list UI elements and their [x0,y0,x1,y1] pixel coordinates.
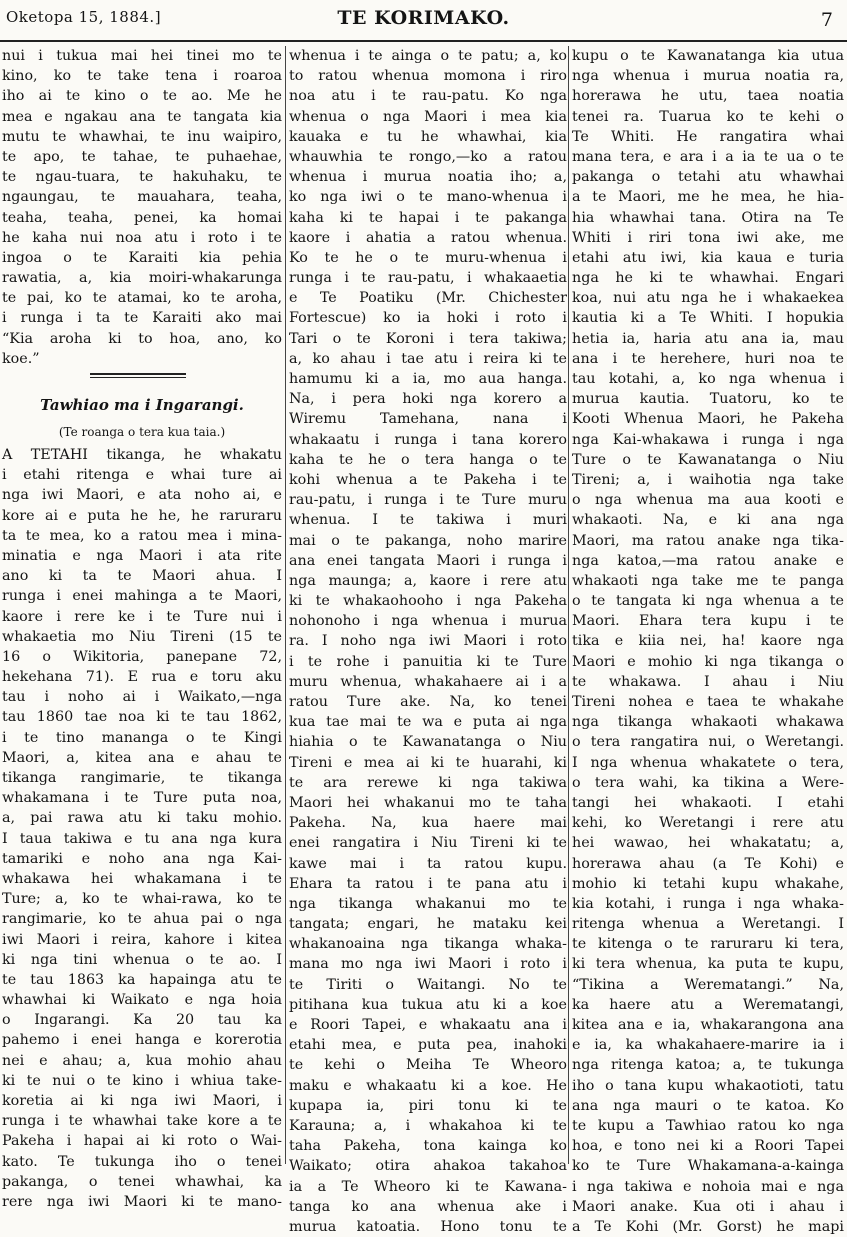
text-line: hekehana 71). E rua e toru aku [2,669,282,686]
header-rule [0,40,847,42]
text-line: whakaoti nga take me te panga [572,572,844,589]
text-line: tangata; engari, he mataku kei [289,916,567,933]
text-line: kautia ki a Te Whiti. I hopukia [572,310,844,327]
article-continuation [2,46,282,369]
text-line: nga whenua i murua noatia ra, [572,68,844,85]
text-line: noa atu i te rau-patu. Ko nga [289,88,567,105]
text-line: “Kia aroha ki to hoa, ano, ko [2,330,282,347]
text-line: te ngau-tuara, te hakuhaku, te [2,169,282,186]
text-line: whauwhia te rongo,—ko a ratou [289,148,567,165]
text-line: Pakeha. Na, kua haere mai [289,815,567,832]
text-line: te kitenga o te raruraru ki tera, [572,936,844,953]
text-line: etahi mea, e puta pea, inahoki [289,1037,567,1054]
text-line: ana enei tangata Maori i runga i [289,552,567,569]
text-line: whakaatu i runga i tana korero [289,431,567,448]
column-divider [285,46,286,1164]
text-line: hoa, e tono nei ki a Roori Tapei [572,1138,844,1155]
text-line: whakawa hei whakamana i te [2,870,282,887]
text-line: kupu o te Kawanatanga kia utua [572,48,844,64]
text-line: i te rohe i panuitia ki te Ture [289,653,567,670]
text-line: Maori hei whakanui mo te taha [289,794,567,811]
text-line: rau-patu, i runga i te Ture muru [289,492,567,509]
text-line: pahemo i enei hanga e korerotia [2,1032,282,1049]
text-line: murua kautia. Tuatoru, ko te [572,391,844,408]
text-line: ki te nui o te kino i whiua take- [2,1072,282,1089]
text-line: te kupu a Tawhiao ratou ko nga [572,1117,844,1134]
text-line: kawe mai i ta ratou kupu. [289,855,567,872]
text-line: Maori. Ehara tera kupu i te [572,613,844,630]
text-line: mea e ngakau ana te tangata kia [2,108,282,125]
text-line: a, pai rawa atu ki taku mohio. [2,810,282,827]
text-line: whenua i te ainga o te patu; a, ko [289,48,567,64]
text-line: ana nga mauri o te katoa. Ko [572,1097,844,1114]
text-line: runga i enei mahinga a te Maori, [2,588,282,605]
text-line: ingoa o te Karaiti kia pehia [2,249,282,266]
text-line: koa, nui atu nga he i whakaekea [572,290,844,307]
text-line: iho ai te kino o te ao. Me he [2,88,282,105]
text-line: Maori e mohio ki nga tikanga o [572,653,844,670]
text-line: whakaetia mo Niu Tireni (15 te [2,628,282,645]
text-line: i te tino mananga o te Kingi [2,729,282,746]
text-line: rawatia, a, kia moiri-whakarunga [2,270,282,287]
text-line: whakamana i te Ture puta noa, [2,790,282,807]
text-line: Wiremu Tamehana, nana i [289,411,567,428]
text-line: A TETAHI tikanga, he whakatu [2,447,282,463]
text-line: Maori, a, kitea ana e ahau te [2,749,282,766]
text-line: Karauna; a, i whakahoa ki te [289,1117,567,1134]
text-line: ki te whakaohooho i nga Pakeha [289,593,567,610]
text-line: mana tera, e ara i a ia te ua o te [572,148,844,165]
text-line: teaha, teaha, penei, ka homai [2,209,282,226]
text-line: tikanga rangimarie, te tikanga [2,770,282,786]
text-line: kia kotahi, i runga i nga whaka- [572,895,844,912]
text-line: te kehi o Meiha Te Wheoro [289,1057,567,1074]
section-subtitle: (Te roanga o tera kua taia.) [58,425,226,439]
text-line: kaha te he o tera hanga o te [289,451,567,468]
text-line: Pakeha i hapai ai ki roto o Wai- [2,1133,282,1150]
text-line: whakanoaina nga tikanga whaka- [289,936,567,953]
text-line: tau i noho ai i Waikato,—nga [2,689,282,706]
text-line: kaha ki te hapai i te pakanga [289,209,567,226]
text-line: ko te Ture Whakamana-a-kainga [572,1158,844,1175]
text-line: kaore i ahatia a ratou whenua. [289,229,567,246]
text-line: e ia, ka whakahaere-marire ia i [572,1037,844,1054]
text-line: ka haere atu a Werematangi, [572,996,844,1013]
text-line: minatia e nga Maori i ata rite [2,547,282,564]
text-line: I taua takiwa e tu ana nga kura [2,830,282,847]
text-line: ki nga tini whenua o te ao. I [2,951,282,968]
text-line: mutu te whawhai, te inu waipiro, [2,128,282,145]
text-line: nei e ahau; a, kua mohio ahau [2,1052,282,1069]
text-line: o tera wahi, ka tikina a Were- [572,774,844,791]
text-line: kino, ko te take tena i roaroa [2,68,282,85]
text-line: kato. Te tukunga iho o tenei [2,1153,282,1170]
text-line: nga maunga; a, kaore i rere atu [289,572,567,589]
text-line: nga katoa,—ma ratou anake e [572,552,844,569]
text-line: pakanga, o tenei whawhai, ka [2,1173,282,1190]
column-2 [289,46,567,1235]
text-line: a te Maori, me he mea, he hia- [572,189,844,206]
text-line: te tau 1863 ka hapainga atu te [2,971,282,988]
text-line: kohi whenua a te Pakeha i te [289,471,567,488]
text-line: Te Whiti. He rangatira whai [572,128,844,145]
text-line: ano ki ta te Maori ahua. I [2,568,282,585]
text-line: Ture; a, ko te whai-rawa, ko te [2,891,282,908]
text-line: tau kotahi, a, ko nga whenua i [572,371,844,387]
article-body [289,46,567,1237]
text-line: etahi atu iwi, kia kaua e turia [572,249,844,266]
article-body [572,46,844,1237]
text-line: muru whenua, whakahaere ai i a [289,673,567,690]
text-line: rangimarie, ko te ahua pai o nga [2,911,282,928]
text-line: ratou Ture ake. Na, ko tenei [289,694,567,710]
text-line: maku e whakaatu ki a koe. He [289,1077,567,1094]
section-divider [2,369,282,391]
text-line: Maori anake. Kua oti i ahau i [572,1198,844,1215]
text-line: hei wawao, hei whakatatu; a, [572,835,844,852]
text-line: pitihana kua tukua atu ki a koe [289,996,567,1013]
text-line: o Ingarangi. Ka 20 tau ka [2,1012,282,1029]
text-line: kitea ana e ia, whakarangona ana [572,1017,844,1033]
text-line: hia whawhai tana. Otira na Te [572,209,844,226]
text-line: i nga takiwa e nohoia mai e nga [572,1178,844,1195]
text-line: ngaungau, te mauahara, teaha, [2,189,282,206]
text-line: ta te mea, ko a ratou mea i mina- [2,527,282,544]
text-line: i runga i ta te Karaiti ako mai [2,310,282,327]
text-line: I nga whenua whakatete o tera, [572,754,844,771]
text-line: to ratou whenua momona i riro [289,68,567,85]
text-line: nui i tukua mai hei tinei mo te [2,48,282,64]
text-line: tamariki e noho ana nga Kai- [2,850,282,867]
text-line: te whakawa. I ahau i Niu [572,673,844,690]
text-line: enei rangatira i Niu Tireni ki te [289,835,567,852]
text-line: mai o te pakanga, noho marire [289,532,567,549]
text-line: whenua. I te takiwa i muri [289,512,567,529]
text-line: Tari o te Koroni i tera takiwa; [289,330,567,347]
text-line: o nga whenua ma aua kooti e [572,492,844,509]
text-line: mana mo nga iwi Maori i roto i [289,956,567,973]
text-line: o te tangata ki nga whenua a te [572,593,844,610]
text-line: ki tera whenua, ka puta te kupu, [572,956,844,973]
text-line: te apo, te tahae, te puhaehae, [2,148,282,165]
text-line: whenua i murua noatia iho; a, [289,169,567,186]
text-line: whakaoti. Na, e ki ana nga [572,512,844,529]
text-line: kaore i rere ke i te Ture nui i [2,608,282,625]
text-line: Fortescue) ko ia hoki i roto i [289,310,567,327]
text-line: tanga ko ana whenua ake i [289,1198,567,1215]
text-line: kore ai e puta he he, he raruraru [2,507,282,524]
article-body [2,445,282,1212]
text-line: ia a Te Wheoro ki te Kawana- [289,1178,567,1195]
column-1 [2,46,282,1210]
text-line: iho o tana kupu whakaotioti, tatu [572,1077,844,1094]
column-3 [572,46,844,1235]
text-line: he kaha nui noa atu i roto i te [2,229,282,246]
text-line: horerawa he utu, taea noatia [572,88,844,105]
text-line: horerawa ahau (a Te Kohi) e [572,855,844,872]
column-divider [568,46,569,1164]
newspaper-title: TE KORIMAKO. [337,7,510,29]
text-line: hamumu ki a ia, mo aua hanga. [289,371,567,387]
text-line: te Tiriti o Waitangi. No te [289,976,567,993]
text-line: 16 o Wikitoria, panepane 72, [2,648,282,665]
text-line: pakanga o tetahi atu whawhai [572,169,844,186]
text-line: Waikato; otira ahakoa takahoa [289,1158,567,1175]
text-line: Tireni e mea ai ki te huarahi, ki [289,754,567,771]
text-line: Ture o te Kawanatanga o Niu [572,451,844,468]
text-line: Tireni nohea e taea te whakahe [572,694,844,710]
text-line: ko nga iwi o te mano-whenua i [289,189,567,206]
issue-date: Oketopa 15, 1884.] [6,8,162,26]
text-line: murua katoatia. Hono tonu te [289,1218,567,1235]
text-line: tika e kiia nei, ha! kaore nga [572,633,844,650]
text-line: iwi Maori i reira, kahore i kitea [2,931,282,948]
text-line: nga iwi Maori, e ata noho ai, e [2,487,282,504]
page-header [0,0,847,44]
text-line: hetia ia, haria atu ana ia, mau [572,330,844,347]
text-line: nga Kai-whakawa i runga i nga [572,431,844,448]
text-line: taha Pakeha, tona kainga ko [289,1138,567,1155]
text-line: o tera rangatira nui, o Weretangi. [572,734,844,751]
text-line: kupapa ia, piri tonu ki te [289,1097,567,1114]
text-line: whawhai ki Waikato e nga hoia [2,992,282,1009]
text-line: “Tikina a Werematangi.” Na, [572,976,844,993]
text-line: Ko te he o te muru-whenua i [289,249,567,266]
text-line: Whiti i riri tona iwi ake, me [572,229,844,246]
text-line: i etahi ritenga e whai ture ai [2,467,282,484]
text-line: nga ritenga katoa; a, te tukunga [572,1057,844,1074]
section-title: Tawhiao ma i Ingarangi. [40,396,244,414]
text-line: ana i te herehere, huri noa te [572,350,844,367]
text-line: a Te Kohi (Mr. Gorst) he mapi [572,1218,844,1235]
text-line: Ehara ta ratou i te pana atu i [289,875,567,892]
text-line: te pai, ko te atamai, ko te aroha, [2,290,282,307]
text-line: koretia ai ki nga iwi Maori, i [2,1093,282,1109]
text-line: e Te Poatiku (Mr. Chichester [289,290,567,307]
text-line: tenei ra. Tuarua ko te kehi o [572,108,844,125]
text-line: te ara rerewe ki nga takiwa [289,774,567,791]
text-line: koe.” [2,350,40,367]
text-line: e Roori Tapei, e whakaatu ana i [289,1017,567,1033]
text-line: runga i te rau-patu, i whakaaetia [289,270,567,287]
text-line: runga i te whawhai take kore a te [2,1113,282,1130]
text-line: nga he ki te whawhai. Engari [572,270,844,287]
text-line: nohonoho i nga whenua i murua [289,613,567,630]
text-line: Na, i pera hoki nga korero a [289,391,567,408]
text-line: Maori, ma ratou anake nga tika- [572,532,844,549]
text-line: whenua o nga Maori i mea kia [289,108,567,125]
page-number: 7 [820,9,833,31]
text-line: ra. I noho nga iwi Maori i roto [289,633,567,650]
text-line: tau 1860 tae noa ki te tau 1862, [2,709,282,726]
text-line: kauaka e tu he whawhai, kia [289,128,567,145]
text-line: rere nga iwi Maori ki te mano- [2,1193,282,1210]
text-line: nga tikanga whakanui mo te [289,895,567,912]
text-line: Tireni; a, i waihotia nga take [572,471,844,488]
text-line: kehi, ko Weretangi i rere atu [572,815,844,832]
text-line: a, ko ahau i tae atu i reira ki te [289,350,567,367]
text-line: tangi hei whakaoti. I etahi [572,794,844,811]
text-line: Kooti Whenua Maori, he Pakeha [572,411,844,428]
text-line: ritenga whenua a Weretangi. I [572,916,844,933]
text-line: mohio ki tetahi kupu whakahe, [572,875,844,892]
text-line: nga tikanga whakaoti whakawa [572,714,844,731]
text-line: kua tae mai te wa e puta ai nga [289,714,567,731]
text-line: hiahia o te Kawanatanga o Niu [289,734,567,751]
